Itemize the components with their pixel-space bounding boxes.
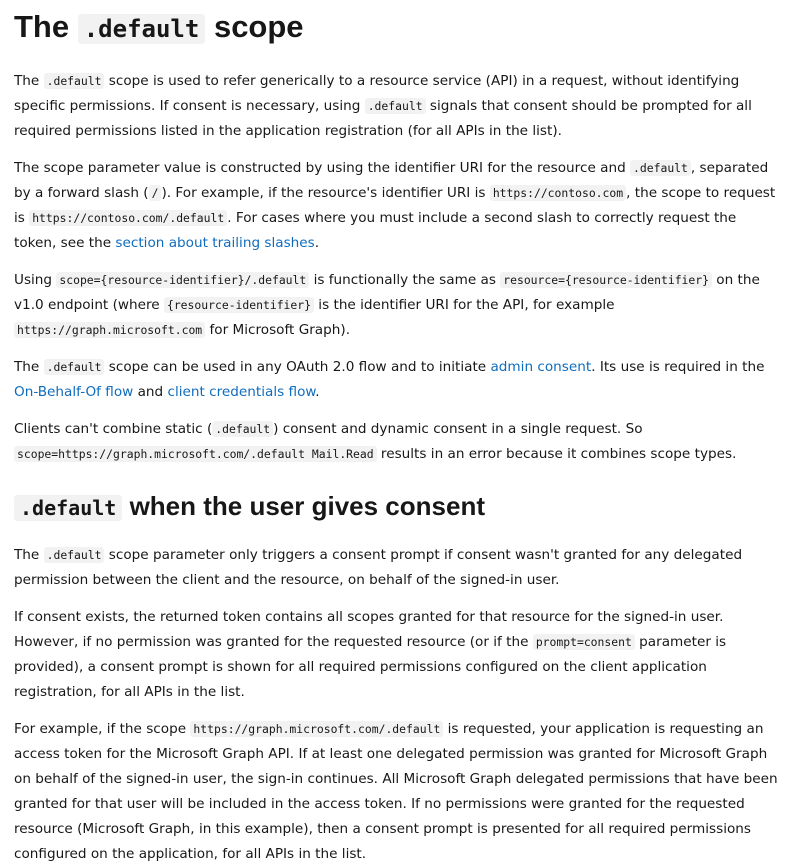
- client-credentials-flow-link[interactable]: client credentials flow: [167, 384, 316, 400]
- paragraph-oauth-flows: The .default scope can be used in any OAuth 2.0 flow and to initiate admin consent. Its use is required in the On-Behalf-Of flow and client credentials flow.: [14, 359, 765, 400]
- paragraph-scope-construction: The scope parameter value is constructed by using the identifier URI for the resource and .default , separated by a forward slash ( / ). For example, if the resource's identifier URI is https://contoso.com , the scope to request is https://contoso.com/.default . For cases where you must include a second slash to correctly request the token, see the section about trailing slashes.: [14, 160, 776, 251]
- inline-code: .default: [212, 421, 273, 437]
- inline-code: scope=https://graph.microsoft.com/.default Mail.Read: [14, 446, 377, 462]
- paragraph-v1-equivalence: Using scope={resource-identifier}/.default is functionally the same as resource={resource-identifier} on the v1.0 endpoint (where {resource-identifier} is the identifier URI for the API, for example https://graph.microsoft.com for Microsoft Graph).: [14, 272, 760, 338]
- inline-code: https://graph.microsoft.com/.default: [190, 721, 443, 737]
- section-heading-user-consent: [14, 467, 786, 529]
- inline-code: scope={resource-identifier}/.default: [56, 272, 309, 288]
- inline-code: prompt=consent: [533, 634, 635, 650]
- inline-code: https://contoso.com/.default: [29, 210, 227, 226]
- inline-code: https://contoso.com: [490, 185, 626, 201]
- inline-code: .default: [44, 547, 105, 563]
- inline-code: .default: [44, 359, 105, 375]
- section-heading-code: .default: [14, 495, 122, 521]
- page-title-suffix: scope: [213, 9, 304, 44]
- inline-code: https://graph.microsoft.com: [14, 322, 205, 338]
- page-title: [14, 0, 786, 55]
- trailing-slashes-link[interactable]: section about trailing slashes: [115, 235, 315, 251]
- section-heading-text: when the user gives consent: [129, 491, 485, 521]
- paragraph-scope-intro: The .default scope is used to refer generically to a resource service (API) in a request, without identifying specific permissions. If consent is necessary, using .default signals that consent should be prompted for all required permissions listed in the application registration (for all APIs in the list).: [14, 73, 752, 139]
- paragraph-graph-example: For example, if the scope https://graph.microsoft.com/.default is requested, your application is requesting an access token for the Microsoft Graph API. If at least one delegated permission was granted for Microsoft Graph on behalf of the signed-in user, the sign-in continues. All Microsoft Graph delegated permissions that have been granted for that user will be included in the access token. If no permissions were granted for the requested resource (Microsoft Graph, in this example), then a consent prompt is presented for all required permissions configured on the application, for all APIs in the list.: [14, 721, 778, 862]
- inline-code: .default: [365, 98, 426, 114]
- paragraph-combine-scopes: Clients can't combine static ( .default ) consent and dynamic consent in a single request. So scope=https://graph.microsoft.com/.default Mail.Read results in an error because it combines scope types.: [14, 421, 737, 462]
- paragraph-consent-exists: If consent exists, the returned token contains all scopes granted for that resource for the signed-in user. However, if no permission was granted for the requested resource (or if the prompt=consent parameter is provided), a consent prompt is shown for all required permissions configured on the client application registration, for all APIs in the list.: [14, 609, 727, 700]
- page-title-code: .default: [78, 14, 206, 44]
- admin-consent-link[interactable]: admin consent: [490, 359, 592, 375]
- inline-code: .default: [44, 73, 105, 89]
- inline-code: {resource-identifier}: [164, 297, 314, 313]
- inline-code: /: [149, 185, 162, 201]
- inline-code: resource={resource-identifier}: [500, 272, 712, 288]
- on-behalf-of-flow-link[interactable]: On-Behalf-Of flow: [14, 384, 134, 400]
- page-title-prefix: The: [14, 9, 78, 44]
- paragraph-consent-trigger: The .default scope parameter only triggers a consent prompt if consent wasn't granted for any delegated permission between the client and the resource, on behalf of the signed-in user.: [14, 547, 743, 588]
- inline-code: .default: [630, 160, 691, 176]
